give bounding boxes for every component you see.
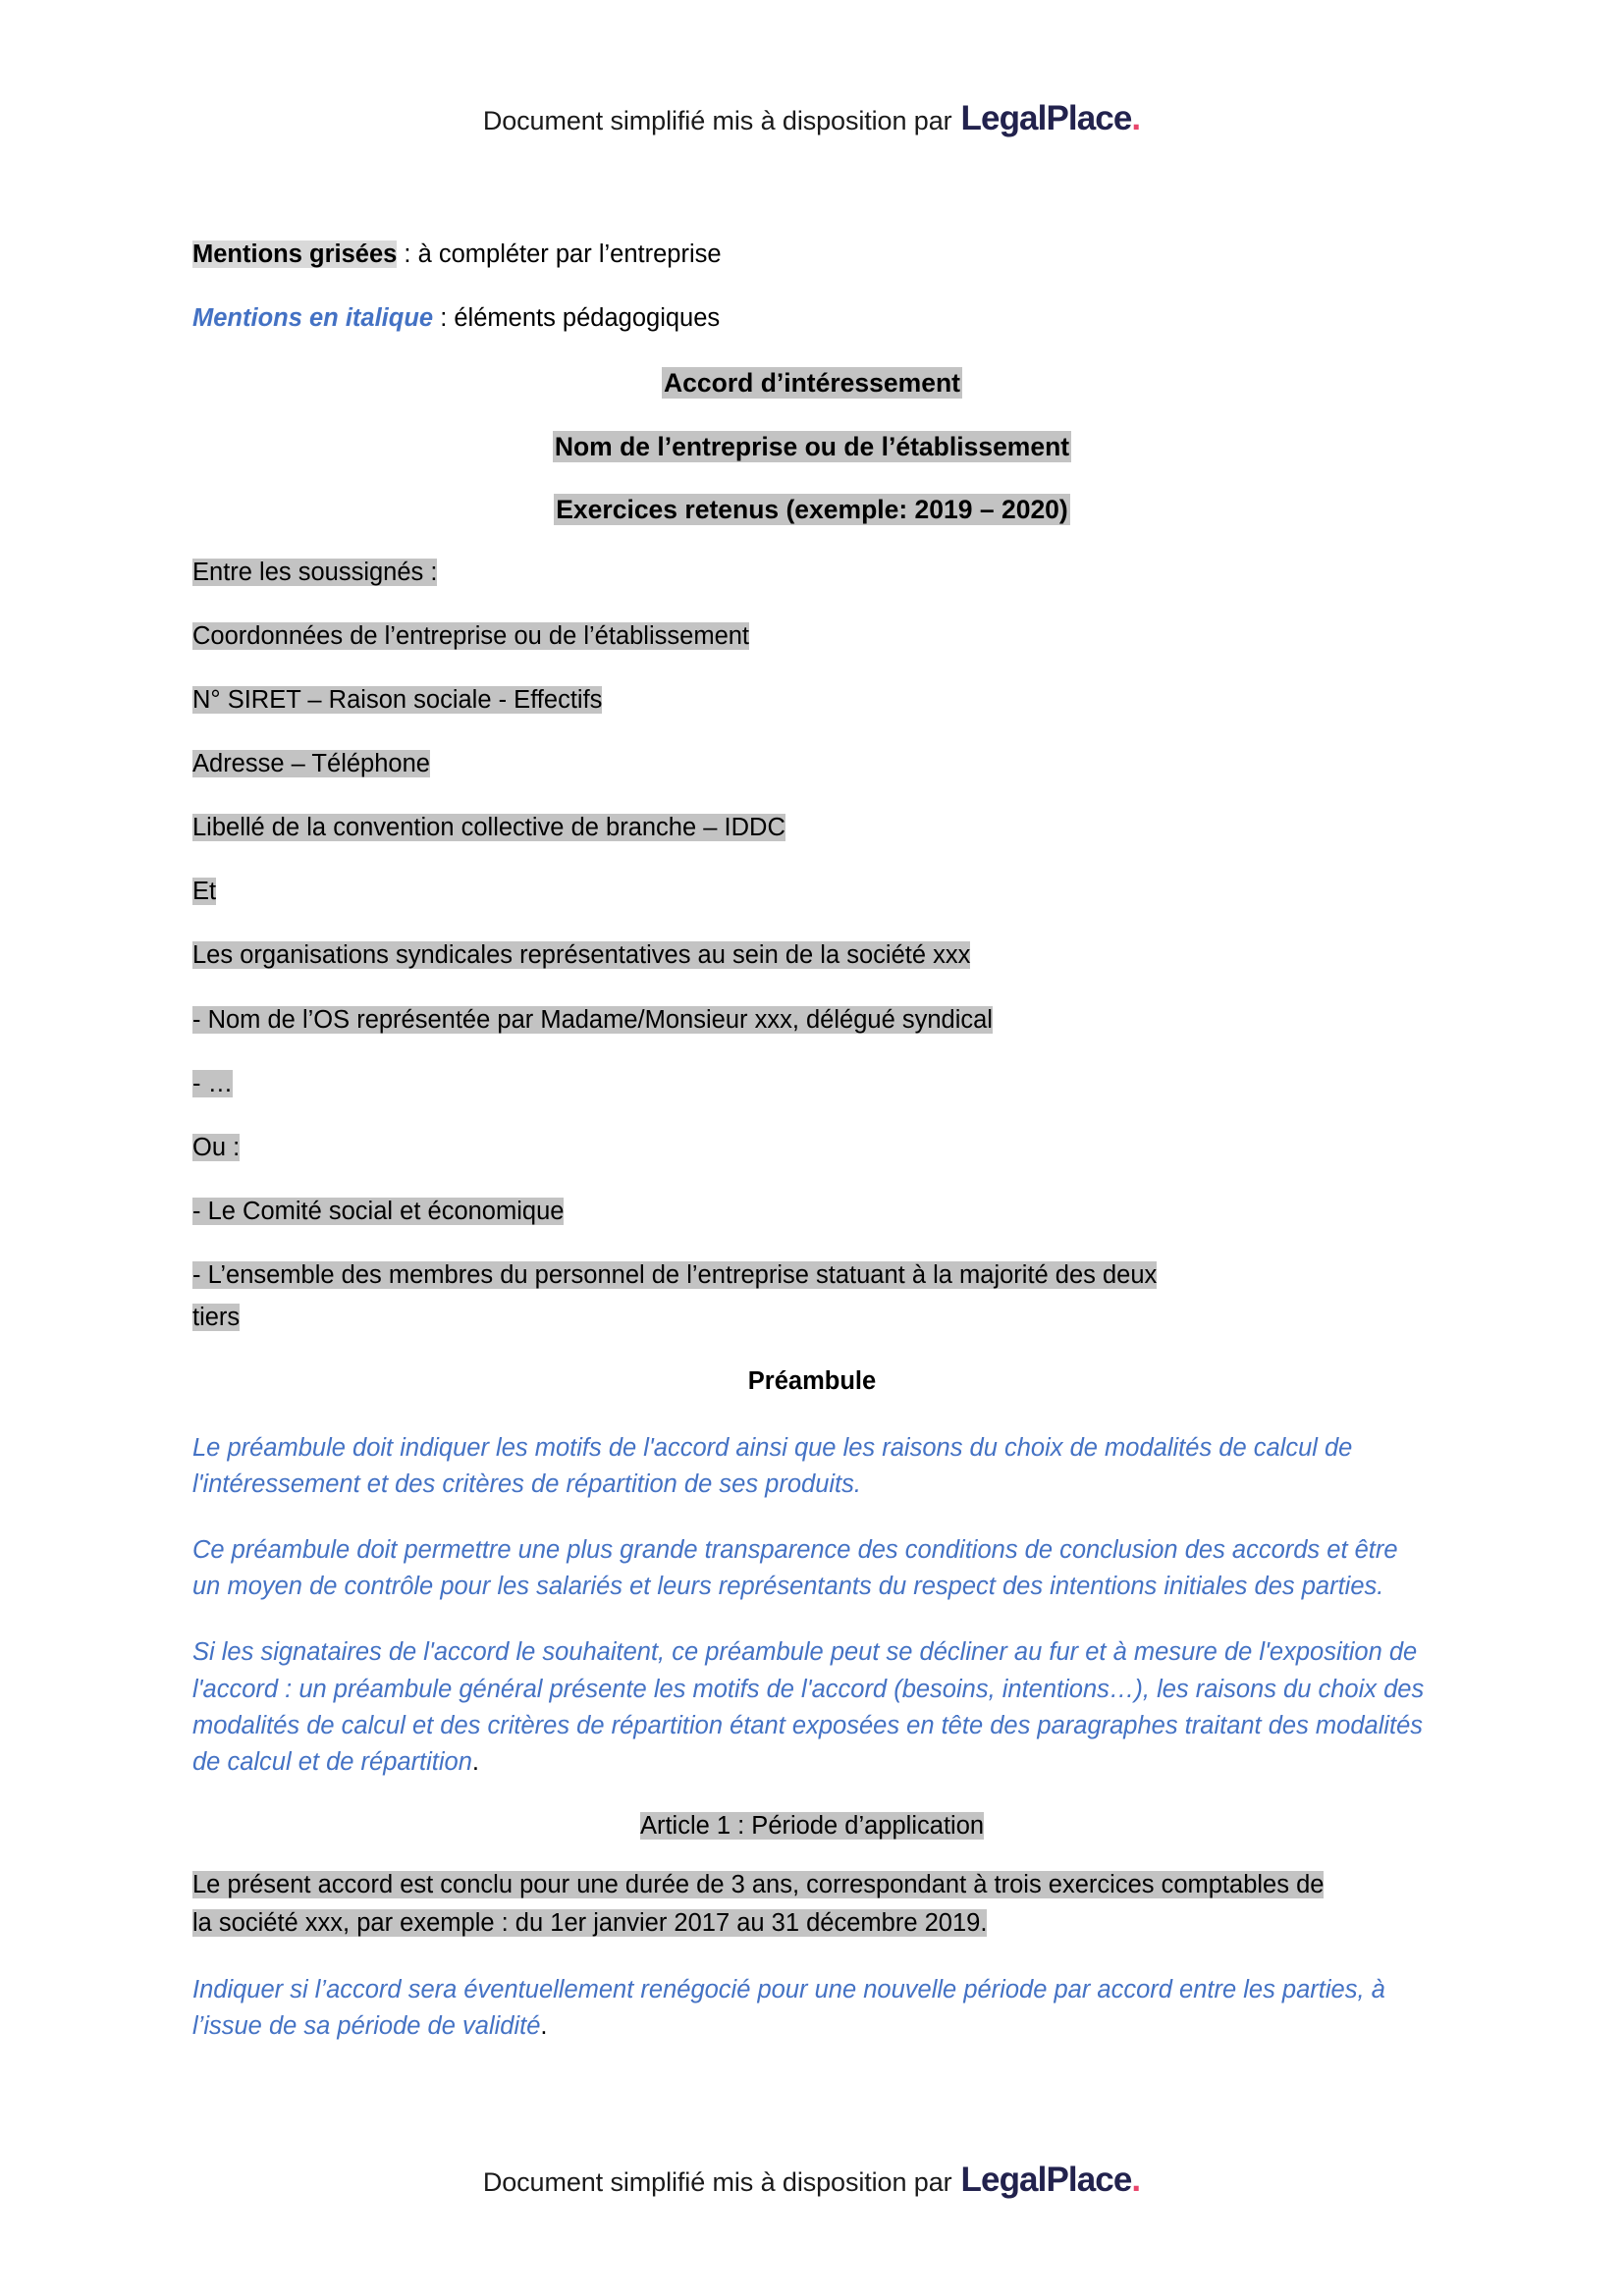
parties-item-convention (192, 812, 1432, 844)
parties-unions-intro-text: Les organisations syndicales représentatives au sein de la société xxx (192, 941, 971, 970)
parties-item-adresse-text: Adresse – Téléphone (192, 750, 430, 778)
parties-item-siret (192, 684, 1432, 717)
article-1-body-line2: la société xxx, par exemple : du 1er janvier 2017 au 31 décembre 2019. (192, 1909, 988, 1938)
footer-brandline (0, 2163, 1624, 2197)
preambule-paragraph-2: Ce préambule doit permettre une plus grande transparence des conditions de conclusion des accords et être un moyen de contrôle pour les salariés et leurs représentants du respect des intentions initiales des parties. (192, 1536, 1398, 1601)
parties-or-item-2-line2 (192, 1302, 1432, 1334)
article-1-body-line1: Le présent accord est conclu pour une durée de 3 ans, correspondant à trois exercices comptables de (192, 1871, 1325, 1899)
parties-unions-intro (192, 939, 1432, 972)
parties-or (192, 1132, 1432, 1164)
document-title-accord (192, 366, 1432, 400)
article-1-heading-text: Article 1 : Période d’application (639, 1812, 985, 1841)
parties-or-text: Ou : (192, 1133, 241, 1161)
parties-item-coordonnees (192, 620, 1432, 653)
parties-or-item-1 (192, 1196, 1432, 1228)
document-title-exercises (192, 493, 1432, 526)
parties-item-coordonnees-text: Coordonnées de l’entreprise ou de l’établissement (192, 621, 750, 650)
article-1-note-text: Indiquer si l’accord sera éventuellement renégocié pour une nouvelle période par accord entre les parties, à l’issue de sa période de validité (192, 1975, 1385, 2041)
preambule-paragraph-3-dot: . (471, 1748, 480, 1777)
parties-union-item-2-text: - … (192, 1069, 234, 1097)
legalplace-logo: LegalPlace (960, 99, 1132, 137)
parties-item-convention-text: Libellé de la convention collective de branche – IDDC (192, 814, 785, 842)
page-header (0, 101, 1624, 135)
document-title-exercises-text: Exercices retenus (exemple: 2019 – 2020) (556, 495, 1068, 525)
page-footer (0, 2163, 1624, 2197)
parties-union-item-1-text: - Nom de l’OS représentée par Madame/Monsieur xxx, délégué syndical (192, 1005, 993, 1034)
parties-and-text: Et (192, 878, 217, 906)
legend-italic-line (192, 302, 1432, 335)
document-body (192, 239, 1432, 2074)
document-title-company-text: Nom de l’entreprise ou de l’établissement (554, 431, 1070, 461)
parties-item-siret-text: N° SIRET – Raison sociale - Effectifs (192, 685, 603, 714)
footer-legalplace-logo: LegalPlace (960, 2161, 1132, 2199)
parties-and (192, 876, 1432, 908)
parties-or-item-2-line1-text: - L’ensemble des membres du personnel de l’entreprise statuant à la majorité des deux (192, 1261, 1158, 1290)
legend-grey-line (192, 239, 1432, 271)
preambule-paragraph-3-text: Si les signataires de l'accord le souhaitent, ce préambule peut se décliner au fur et à mesure de l'exposition de l'accord : un préambule général présente les motifs de l'accord (besoins, intentions…), les raisons du choix des modalités de calcul et des critères de répartition étant exposées en tête des paragraphes traitant des modalités de calcul et de répartition (192, 1638, 1425, 1777)
article-1-body (192, 1866, 1432, 1943)
parties-or-item-1-text: - Le Comité social et économique (192, 1198, 565, 1225)
footer-prefix-text: Document simplifié mis à disposition par (482, 2167, 952, 2197)
document-title-company (192, 430, 1432, 463)
header-prefix-text: Document simplifié mis à disposition par (482, 106, 952, 135)
parties-union-item-1 (192, 1004, 1432, 1037)
parties-union-item-2 (192, 1068, 1432, 1100)
article-1-note (192, 1972, 1432, 2045)
legend-grey-label: Mentions grisées (192, 240, 398, 268)
legend-italic-label: Mentions en italique (192, 304, 434, 333)
article-1-note-dot: . (540, 2012, 548, 2041)
preambule-paragraph-1: Le préambule doit indiquer les motifs de l'accord ainsi que les raisons du choix de modalités de calcul de l'intéressement et des critères de répartition de ses produits. (192, 1433, 1353, 1498)
document-title-accord-text: Accord d’intéressement (664, 368, 960, 399)
parties-or-item-2-line1 (192, 1259, 1432, 1292)
parties-intro (192, 557, 1432, 589)
footer-legalplace-logo-dot: . (1131, 2161, 1142, 2199)
header-brandline (0, 101, 1624, 135)
legend-italic-rest: : éléments pédagogiques (433, 304, 721, 333)
parties-item-adresse (192, 748, 1432, 780)
legalplace-logo-dot: . (1131, 99, 1142, 137)
preambule-paragraph-3 (192, 1634, 1432, 1781)
parties-or-item-2-line2-text: tiers (192, 1304, 241, 1332)
legend-grey-rest: : à compléter par l’entreprise (397, 240, 722, 268)
article-1-heading (192, 1810, 1432, 1842)
parties-intro-text: Entre les soussignés : (192, 558, 438, 586)
preambule-heading: Préambule (747, 1367, 877, 1396)
